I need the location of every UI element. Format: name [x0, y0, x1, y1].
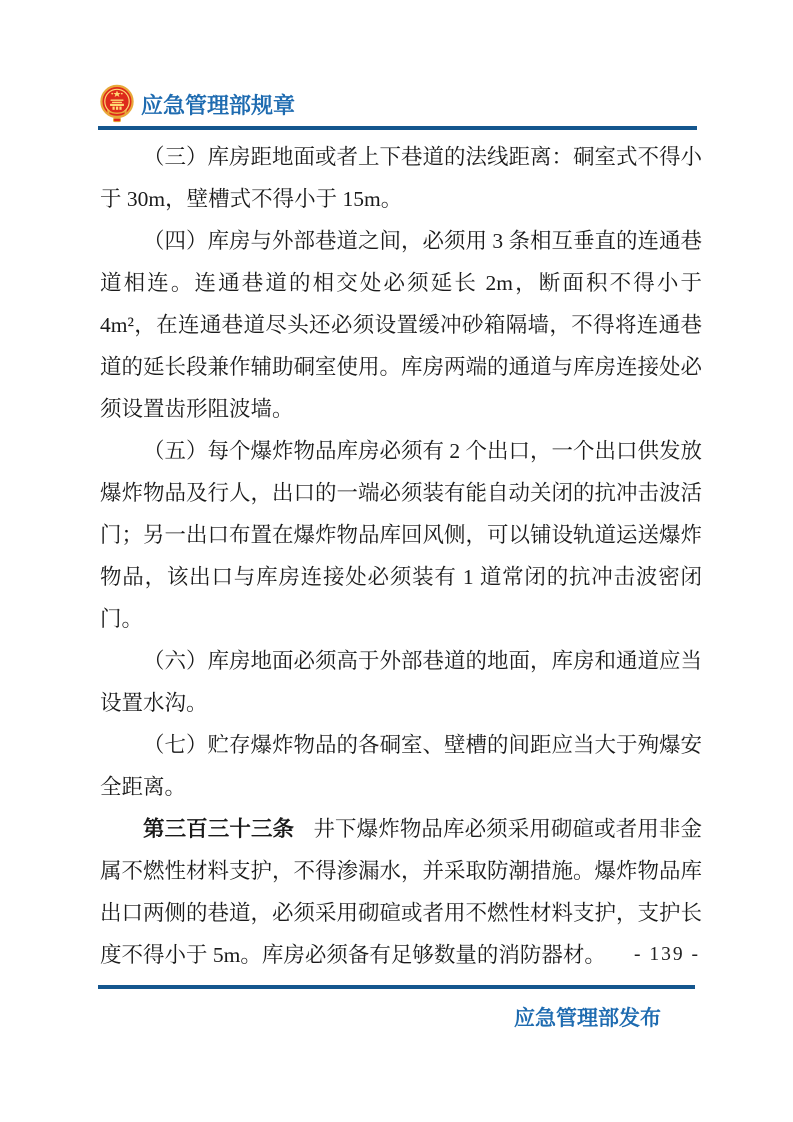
page-number: - 139 - — [634, 944, 700, 965]
header-title: 应急管理部规章 — [141, 92, 296, 118]
paragraph-item-5: （五）每个爆炸物品库房必须有 2 个出口，一个出口供发放爆炸物品及行人，出口的一端必须装有能自动关闭的抗冲击波活门；另一出口布置在爆炸物品库回风侧，可以铺设轨道运送爆炸物品，该出口与库房连接处必须装有 1 道常闭的抗冲击波密闭门。 — [100, 439, 703, 631]
article-body: 井下爆炸物品库必须采用砌碹或者用非金属不燃性材料支护，不得渗漏水，并采取防潮措施。爆炸物品库出口两侧的巷道，必须采用砌碹或者用不燃性材料支护，支护长度不得小于 5m。库房必须备有足够数量的消防器材。 — [100, 817, 703, 967]
footer-rule — [98, 985, 695, 989]
document-body — [100, 136, 702, 976]
footer-publisher: 应急管理部发布 — [514, 1006, 661, 1030]
paragraph-item-6: （六）库房地面必须高于外部巷道的地面，库房和通道应当设置水沟。 — [100, 649, 703, 715]
paragraph-item-4: （四）库房与外部巷道之间，必须用 3 条相互垂直的连通巷道相连。连通巷道的相交处必须延长 2m，断面积不得小于 4m²，在连通巷道尽头还必须设置缓冲砂箱隔墙，不得将连通巷道的延长段兼作辅助硐室使用。库房两端的通道与库房连接处必须设置齿形阻波墙。 — [100, 229, 703, 421]
paragraph-item-3: （三）库房距地面或者上下巷道的法线距离：硐室式不得小于 30m，壁槽式不得小于 15m。 — [100, 145, 703, 211]
page-header — [100, 83, 295, 125]
article-number: 第三百三十三条 — [143, 817, 295, 841]
china-national-emblem-icon — [100, 84, 134, 124]
header-rule — [98, 126, 697, 130]
paragraph-article-333 — [100, 808, 702, 976]
paragraph-item-7: （七）贮存爆炸物品的各硐室、壁槽的间距应当大于殉爆安全距离。 — [100, 733, 703, 799]
